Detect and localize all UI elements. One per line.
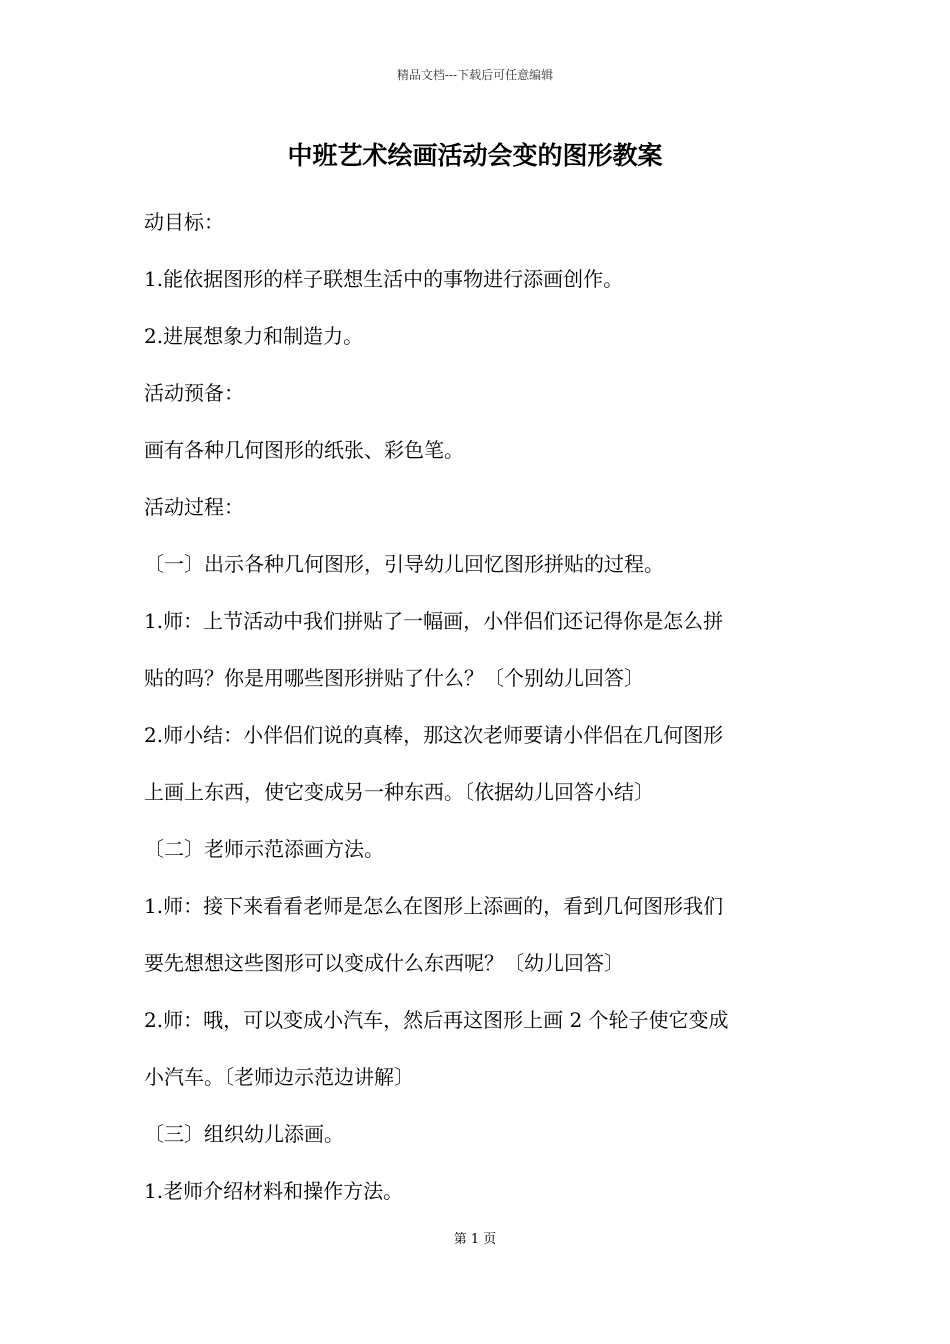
body-line-step-1-1a: 1.师：上节活动中我们拼贴了一幅画，小伴侣们还记得你是怎么拼 <box>144 609 724 633</box>
body-line-step-1-heading: 〔一〕出示各种几何图形，引导幼儿回忆图形拼贴的过程。 <box>144 552 664 576</box>
body-line-activity-goals: 动目标： <box>144 210 224 234</box>
body-line-goal-2: 2.进展想象力和制造力。 <box>144 324 364 348</box>
body-line-step-2-1b: 要先想想这些图形可以变成什么东西呢？〔幼儿回答〕 <box>144 951 624 975</box>
body-line-step-3-1: 1.老师介绍材料和操作方法。 <box>144 1179 404 1203</box>
body-line-preparation: 画有各种几何图形的纸张、彩色笔。 <box>144 438 464 462</box>
page-header: 精品文档---下载后可任意编辑 <box>396 68 554 82</box>
body-line-step-3-heading: 〔三〕组织幼儿添画。 <box>144 1122 344 1146</box>
body-line-step-1-1b: 贴的吗？你是用哪些图形拼贴了什么？〔个别幼儿回答〕 <box>144 666 644 690</box>
body-line-process-heading: 活动过程： <box>144 495 244 519</box>
body-line-step-1-2b: 上画上东西，使它变成另一种东西。〔依据幼儿回答小结〕 <box>144 780 654 804</box>
body-line-step-1-2a: 2.师小结：小伴侣们说的真棒，那这次老师要请小伴侣在几何图形 <box>144 723 724 747</box>
body-line-step-2-2a: 2.师：哦，可以变成小汽车，然后再这图形上画 2 个轮子使它变成 <box>144 1008 729 1032</box>
body-line-step-2-1a: 1.师：接下来看看老师是怎么在图形上添画的，看到几何图形我们 <box>144 894 724 918</box>
body-line-goal-1: 1.能依据图形的样子联想生活中的事物进行添画创作。 <box>144 267 624 291</box>
document-title: 中班艺术绘画活动会变的图形教案 <box>287 141 663 170</box>
body-line-preparation-heading: 活动预备： <box>144 381 244 405</box>
page-number: 第 1 页 <box>453 1232 497 1247</box>
body-line-step-2-heading: 〔二〕老师示范添画方法。 <box>144 837 384 861</box>
body-line-step-2-2b: 小汽车。〔老师边示范边讲解〕 <box>144 1065 414 1089</box>
